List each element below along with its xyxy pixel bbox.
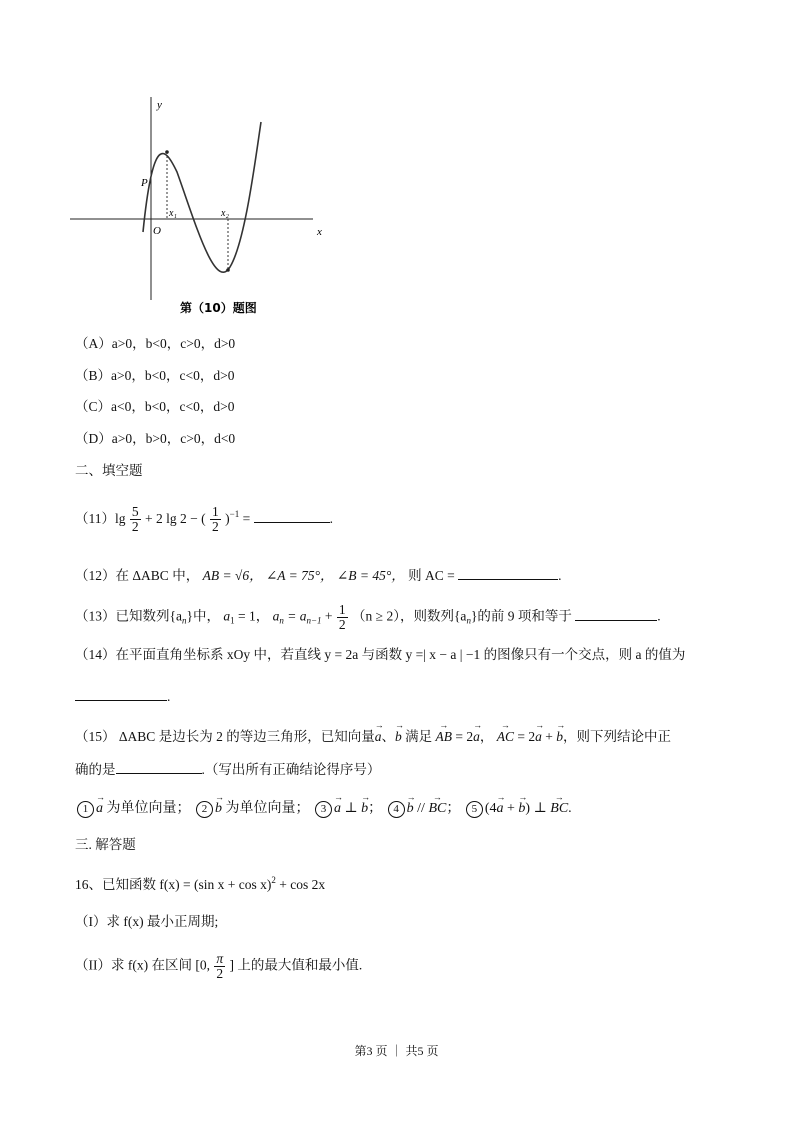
- origin-label: O: [153, 225, 161, 237]
- question-11: （11）lg $\frac{5}{2}$ + 2 lg 2 − ( $\frac{1}{2}$ )$^{-1}$ = .: [75, 504, 333, 535]
- figure-caption: 第（10）题图: [180, 301, 257, 315]
- x2-label: x₂: [221, 208, 229, 219]
- x1-label: x₁: [169, 208, 177, 219]
- answer-blank-14[interactable]: [75, 686, 167, 701]
- question-16: 16、已知函数 f(x) = (sin x + cos x)$^2$ + cos 2x: [75, 875, 326, 892]
- option-c: （C）a<0，b<0，c<0，d>0: [75, 399, 235, 414]
- cubic-curve: [143, 122, 261, 272]
- p-label: P: [141, 177, 148, 189]
- axis-x-label: x: [317, 226, 322, 238]
- option-d: （D）a>0，b>0，c>0，d<0: [75, 431, 236, 446]
- answer-blank-15[interactable]: [116, 759, 202, 774]
- option-a: （A）a>0，b<0，c>0，d>0: [75, 336, 236, 351]
- answer-blank-13[interactable]: [575, 606, 657, 621]
- answer-blank-12[interactable]: [458, 565, 558, 580]
- question-13: （13）已知数列$\{a_n\}$中， $a_1 = 1$， $a_n = a_{n-1}$ + $\frac{1}{2}$ （n ≥ 2），则数列$\{a_n\}$的前 9 项和等于 .: [75, 602, 661, 632]
- question-16-part2: （II）求 f(x) 在区间 [0, $\frac{\pi}{2}$ ] 上的最大值和最小值.: [75, 951, 363, 981]
- axis-y-label: y: [157, 99, 162, 111]
- problem-10-figure: [65, 92, 335, 322]
- section-answers: 三. 解答题: [75, 837, 136, 852]
- question-16-part1: （I）求 f(x) 最小正周期;: [75, 914, 219, 929]
- section-fill-blank: 二、填空题: [75, 463, 143, 478]
- question-14-answer: .: [75, 686, 170, 707]
- question-15-options: 1→ a 为单位向量； 2→ b 为单位向量； 3→ a ⊥ → b； 4→ b // → BC； 5 (4→ a + → b) ⊥ → BC.: [75, 799, 572, 819]
- question-12: （12）在 ΔABC 中， AB = √6， ∠A = 75°， ∠B = 45°， 则 AC = .: [75, 565, 562, 586]
- answer-blank-11[interactable]: [254, 508, 330, 523]
- option-b: （B）a>0，b<0，c<0，d>0: [75, 368, 235, 383]
- question-15-line2: 确的是 .（写出所有正确结论得序号）: [75, 759, 380, 780]
- question-15-line1: （15） ΔABC 是边长为 2 的等边三角形，已知向量→ a、→ b 满足 → AB = 2→ a， → AC = 2→ a + → b，则下列结论中正: [75, 727, 671, 747]
- question-14: （14）在平面直角坐标系 xOy 中，若直线 y = 2a 与函数 y =| x − a | −1 的图像只有一个交点，则 a 的值为: [75, 647, 686, 662]
- page-footer: 第3 页 ｜ 共5 页: [354, 1044, 439, 1058]
